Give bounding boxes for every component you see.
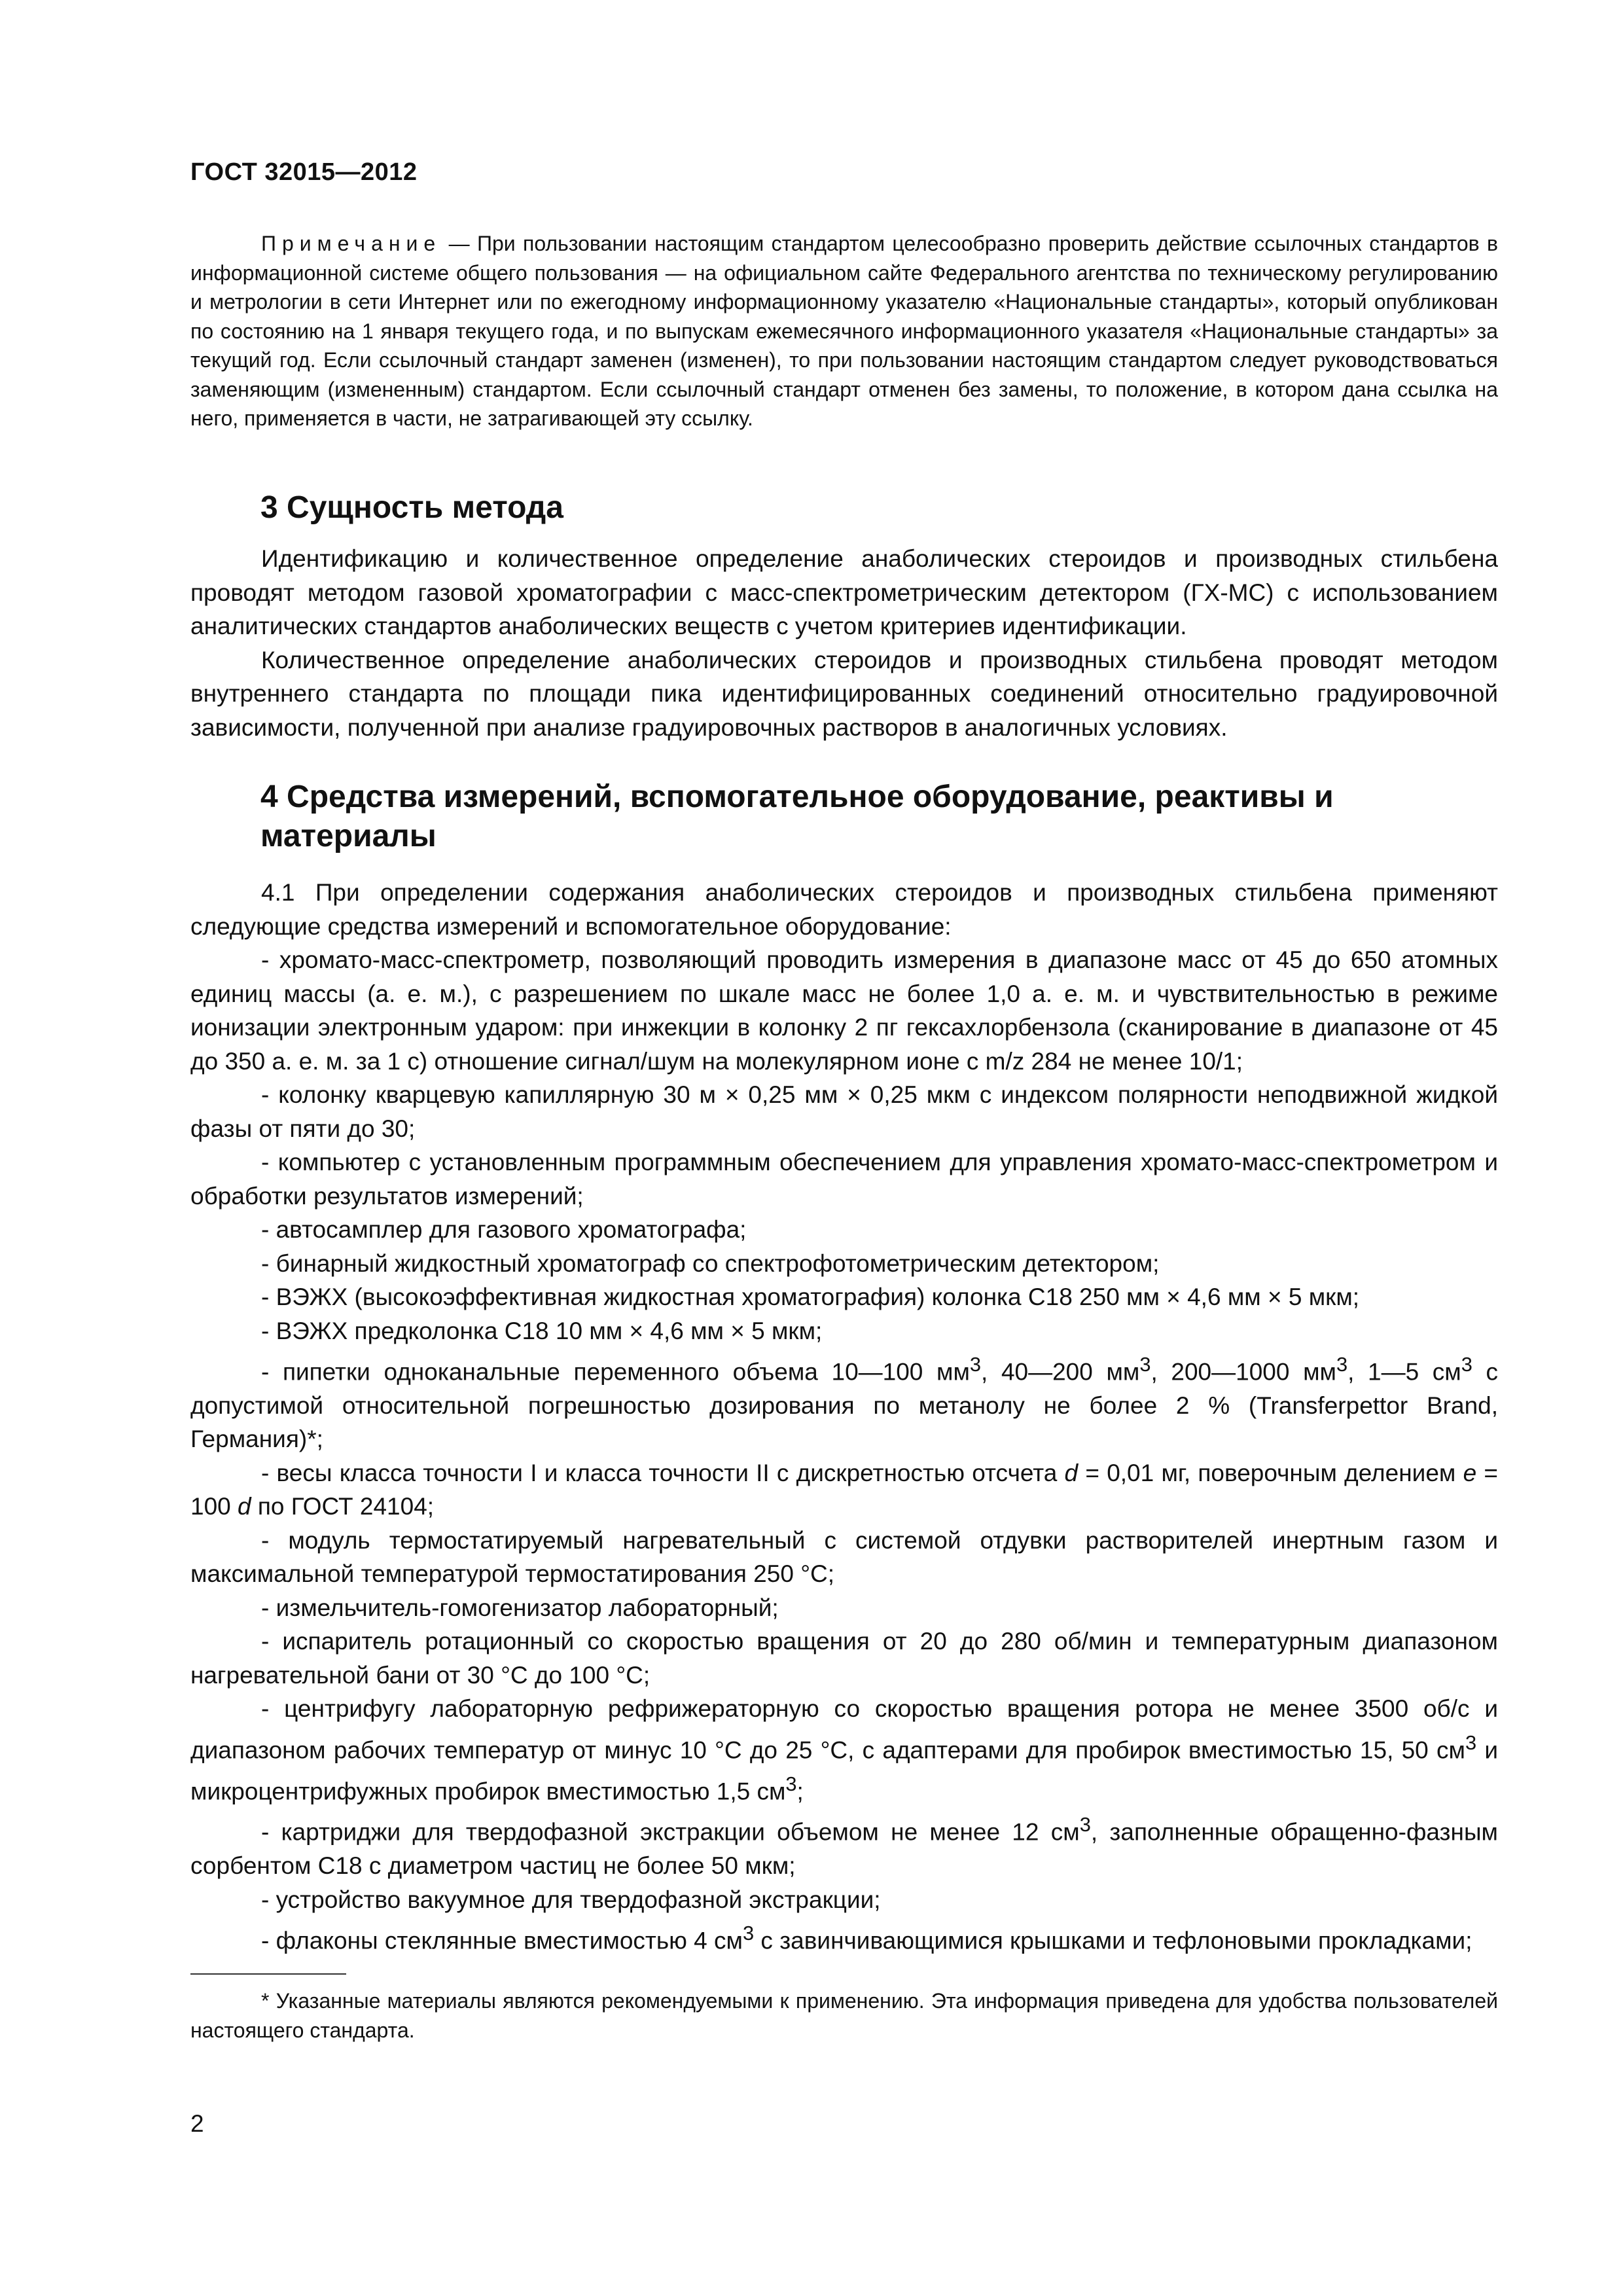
equipment-item: - компьютер с установленным программным обеспечением для управления хромато-масс-спектрометром и обработки результатов измерений; (190, 1149, 1498, 1210)
reference-note (190, 229, 1498, 433)
equipment-item: - испаритель ротационный со скоростью вращения от 20 до 280 об/мин и температурным диапазоном нагревательной бани от 30 °С до 100 °С; (190, 1628, 1498, 1689)
section-3-paragraph: Идентификацию и количественное определение анаболических стероидов и производных стильбена проводят методом газовой хроматографии с масс-спектрометрическим детектором (ГХ-МС) с использованием аналитических стандартов анаболических веществ с учетом критериев идентификации. (190, 545, 1498, 639)
section-4-body (190, 876, 1498, 1958)
equipment-item: - измельчитель-гомогенизатор лабораторный; (261, 1594, 779, 1621)
equipment-item: - устройство вакуумное для твердофазной экстракции; (261, 1886, 881, 1913)
equipment-item: - модуль термостатируемый нагревательный с системой отдувки растворителей инертным газом и максимальной температурой термостатирования 250 °С; (190, 1526, 1498, 1588)
section-4-title: 4 Средства измерений, вспомогательное оборудование, реактивы и материалы (260, 780, 1334, 853)
section-4-intro: 4.1 При определении содержания анаболических стероидов и производных стильбена применяют следующие средства измерений и вспомогательное оборудование: (190, 879, 1498, 940)
equipment-item: - пипетки одноканальные переменного объема 10—100 $мм^3$, 40—200 $мм^3$, 200—1000 $мм^3$, 1—5 $см^3$ с допустимой относительной погрешностью дозирования по метанолу не более 2 % (Transferpettor Brand, Германия)*; (190, 1353, 1499, 1453)
document-header: ГОСТ 32015—2012 (190, 158, 418, 186)
note-label: Примечание (261, 232, 442, 255)
equipment-item: - ВЭЖХ предколонка С18 10 мм × 4,6 мм × 5 мкм; (261, 1317, 823, 1344)
note-text: — При пользовании настоящим стандартом целесообразно проверить действие ссылочных стандартов в информационной системе общего пользования — на официальном сайте Федерального агентства по техническому регулированию и метрологии в сети Интернет или по ежегодному информационному указателю «Национальные стандарты», который опубликован по состоянию на 1 января текущего года, и по выпускам ежемесячного информационного указателя «Национальные стандарты» за текущий год. Если ссылочный стандарт заменен (изменен), то при пользовании настоящим стандартом следует руководствоваться заменяющим (измененным) стандартом. Если ссылочный стандарт отменен без замены, то положение, в котором дана ссылка на него, применяется в части, не затрагивающей эту ссылку. (190, 232, 1498, 430)
equipment-item: - автосамплер для газового хроматографа; (261, 1216, 747, 1243)
section-3-title: 3 Сущность метода (260, 490, 563, 525)
equipment-item: - центрифугу лабораторную рефрижераторную со скоростью вращения ротора не менее 3500 об/с и диапазоном рабочих температур от минус 10 °С до 25 °С, с адаптерами для пробирок вместимостью 15, 50 $см^3$ и микроцентрифужных пробирок вместимостью 1,5 $см^3$; (190, 1695, 1498, 1804)
equipment-item: - бинарный жидкостный хроматограф со спектрофотометрическим детектором; (261, 1249, 1160, 1277)
section-3-body (190, 542, 1498, 744)
equipment-item: - весы класса точности I и класса точности II с дискретностью отсчета d = 0,01 мг, поверочным делением e = 100 d по ГОСТ 24104; (190, 1459, 1498, 1520)
footnote-divider (190, 1973, 346, 1975)
footnote-text: * Указанные материалы являются рекомендуемыми к применению. Эта информация приведена для удобства пользователей настоящего стандарта. (190, 1989, 1498, 2042)
equipment-item: - хромато-масс-спектрометр, позволяющий проводить измерения в диапазоне масс от 45 до 650 атомных единиц массы (а. е. м.), с разрешением по шкале масс не более 1,0 а. е. м. и чувствительностью в режиме ионизации электронным ударом: при инжекции в колонку 2 пг гексахлорбензола (сканирование в диапазоне от 45 до 350 а. е. м. за 1 с) отношение сигнал/шум на молекулярном ионе с m/z 284 не менее 10/1; (190, 946, 1498, 1075)
page-number: 2 (190, 2110, 204, 2137)
section-3-paragraph: Количественное определение анаболических стероидов и производных стильбена проводят методом внутреннего стандарта по площади пика идентифицированных соединений относительно градуировочной зависимости, полученной при анализе градуировочных растворов в аналогичных условиях. (190, 646, 1498, 741)
equipment-item: - колонку кварцевую капиллярную 30 м × 0,25 мм × 0,25 мкм с индексом полярности неподвижной жидкой фазы от пяти до 30; (190, 1081, 1498, 1142)
equipment-item: - ВЭЖХ (высокоэффективная жидкостная хроматография) колонка С18 250 мм × 4,6 мм × 5 мкм; (261, 1283, 1360, 1310)
equipment-item: - картриджи для твердофазной экстракции объемом не менее 12 $см^3$, заполненные обращенно-фазным сорбентом С18 с диаметром частиц не более 50 мкм; (190, 1813, 1498, 1880)
footnote (190, 1986, 1498, 2045)
equipment-item: - флаконы стеклянные вместимостью 4 $см^3$ с завинчивающимися крышками и тефлоновыми прокладками; (261, 1922, 1472, 1954)
